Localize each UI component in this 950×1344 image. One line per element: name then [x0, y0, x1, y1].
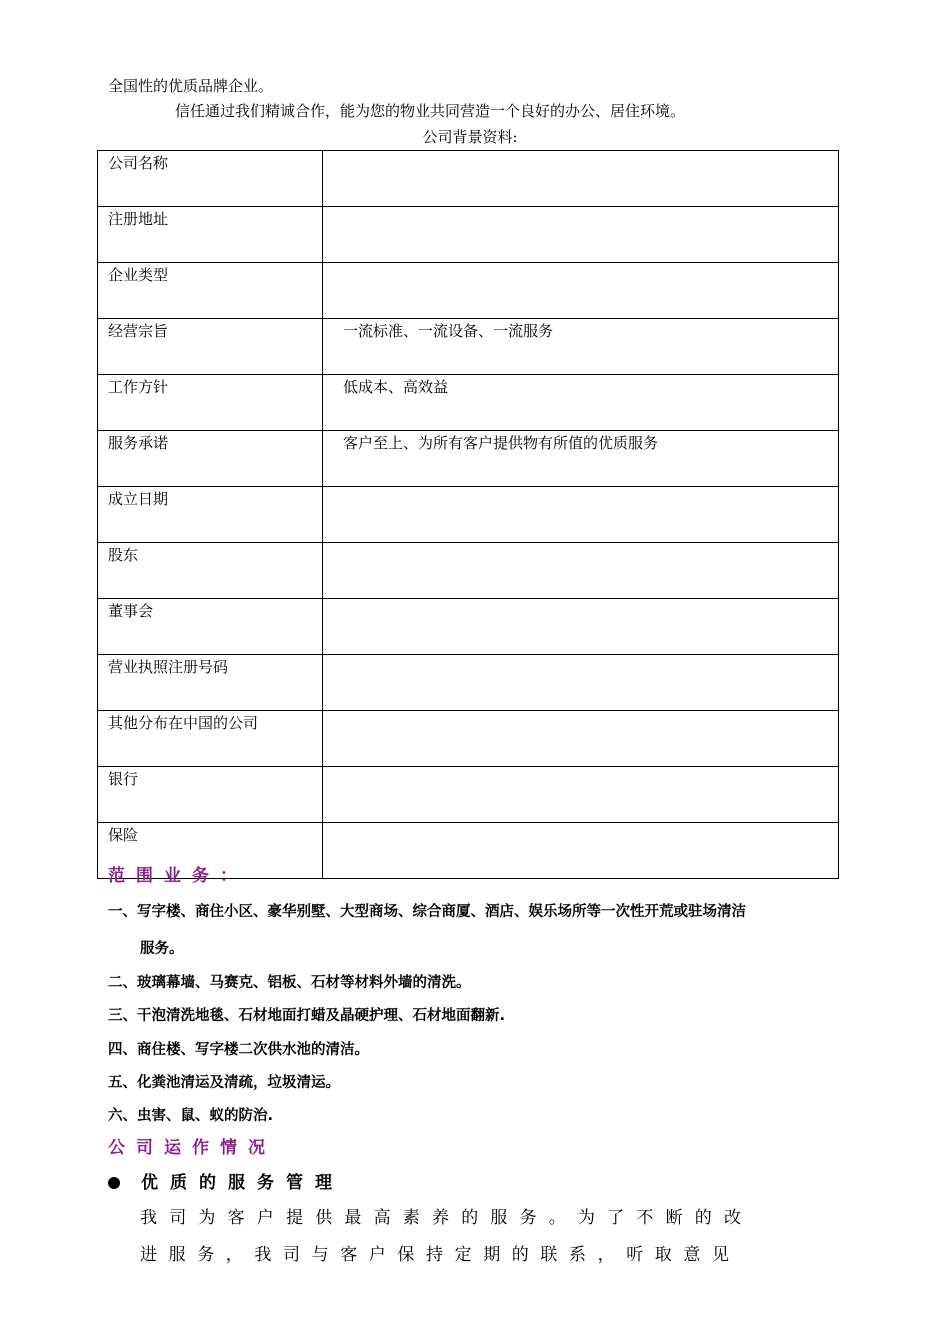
table-row: [98, 151, 839, 207]
background-title: 公司背景资料:: [422, 128, 518, 146]
row-value: [323, 655, 839, 711]
table-row: [98, 655, 839, 711]
row-label: 注册地址: [98, 207, 323, 263]
service-paragraph-line-1: 我司为客户提供最高素养的服务。为了不断的改: [140, 1208, 754, 1228]
row-value: [323, 207, 839, 263]
row-label: 工作方针: [98, 375, 323, 431]
row-value: [323, 487, 839, 543]
scope-item-2: 二、玻璃幕墙、马赛克、铝板、石材等材料外墙的清洗。: [108, 975, 471, 991]
table-row: [98, 543, 839, 599]
table-row: [98, 319, 839, 375]
table-row: [98, 711, 839, 767]
row-value: 低成本、高效益: [323, 375, 839, 431]
row-value: [323, 151, 839, 207]
row-label: 其他分布在中国的公司: [98, 711, 323, 767]
scope-item-1-continued: 服务。: [140, 941, 184, 957]
service-paragraph-line-2: 进服务，我司与客户保持定期的联系，听取意见: [140, 1245, 741, 1265]
row-value: [323, 823, 839, 879]
row-label: 保险: [98, 823, 323, 879]
row-label: 服务承诺: [98, 431, 323, 487]
row-value: [323, 263, 839, 319]
row-value: [323, 599, 839, 655]
row-label: 营业执照注册号码: [98, 655, 323, 711]
table-row: [98, 263, 839, 319]
scope-item-1: 一、写字楼、商住小区、豪华别墅、大型商场、综合商厦、酒店、娱乐场所等一次性开荒或驻场清洁: [108, 904, 746, 920]
row-label: 成立日期: [98, 487, 323, 543]
table-row: [98, 487, 839, 543]
row-value: 一流标准、一流设备、一流服务: [323, 319, 839, 375]
row-label: 银行: [98, 767, 323, 823]
table-row: [98, 599, 839, 655]
table-row: [98, 207, 839, 263]
row-value: [323, 767, 839, 823]
intro-line-2: 信任通过我们精诚合作，能为您的物业共同营造一个良好的办公、居住环境。: [175, 102, 686, 120]
row-label: 企业类型: [98, 263, 323, 319]
scope-item-5: 五、化粪池清运及清疏，垃圾清运。: [108, 1075, 340, 1091]
intro-line-1: 全国性的优质品牌企业。: [108, 77, 274, 95]
service-management-title: 优质的服务管理: [141, 1173, 344, 1193]
table-row: [98, 431, 839, 487]
table-row: [98, 767, 839, 823]
company-background-table: [97, 150, 839, 879]
row-value: [323, 543, 839, 599]
bullet-dot-icon: [108, 1177, 120, 1189]
operations-heading: 公司运作情况: [108, 1138, 276, 1158]
scope-item-3: 三、干泡清洗地毯、石材地面打蜡及晶硬护理、石材地面翻新.: [108, 1008, 506, 1024]
scope-item-4: 四、商住楼、写字楼二次供水池的清洁。: [108, 1042, 369, 1058]
row-label: 董事会: [98, 599, 323, 655]
row-value: 客户至上、为所有客户提供物有所值的优质服务: [323, 431, 839, 487]
table-row: [98, 375, 839, 431]
scope-item-6: 六、虫害、鼠、蚁的防治.: [108, 1108, 274, 1124]
row-label: 公司名称: [98, 151, 323, 207]
row-label: 经营宗旨: [98, 319, 323, 375]
row-value: [323, 711, 839, 767]
row-label: 股东: [98, 543, 323, 599]
scope-heading: 范围业务：: [108, 866, 248, 886]
